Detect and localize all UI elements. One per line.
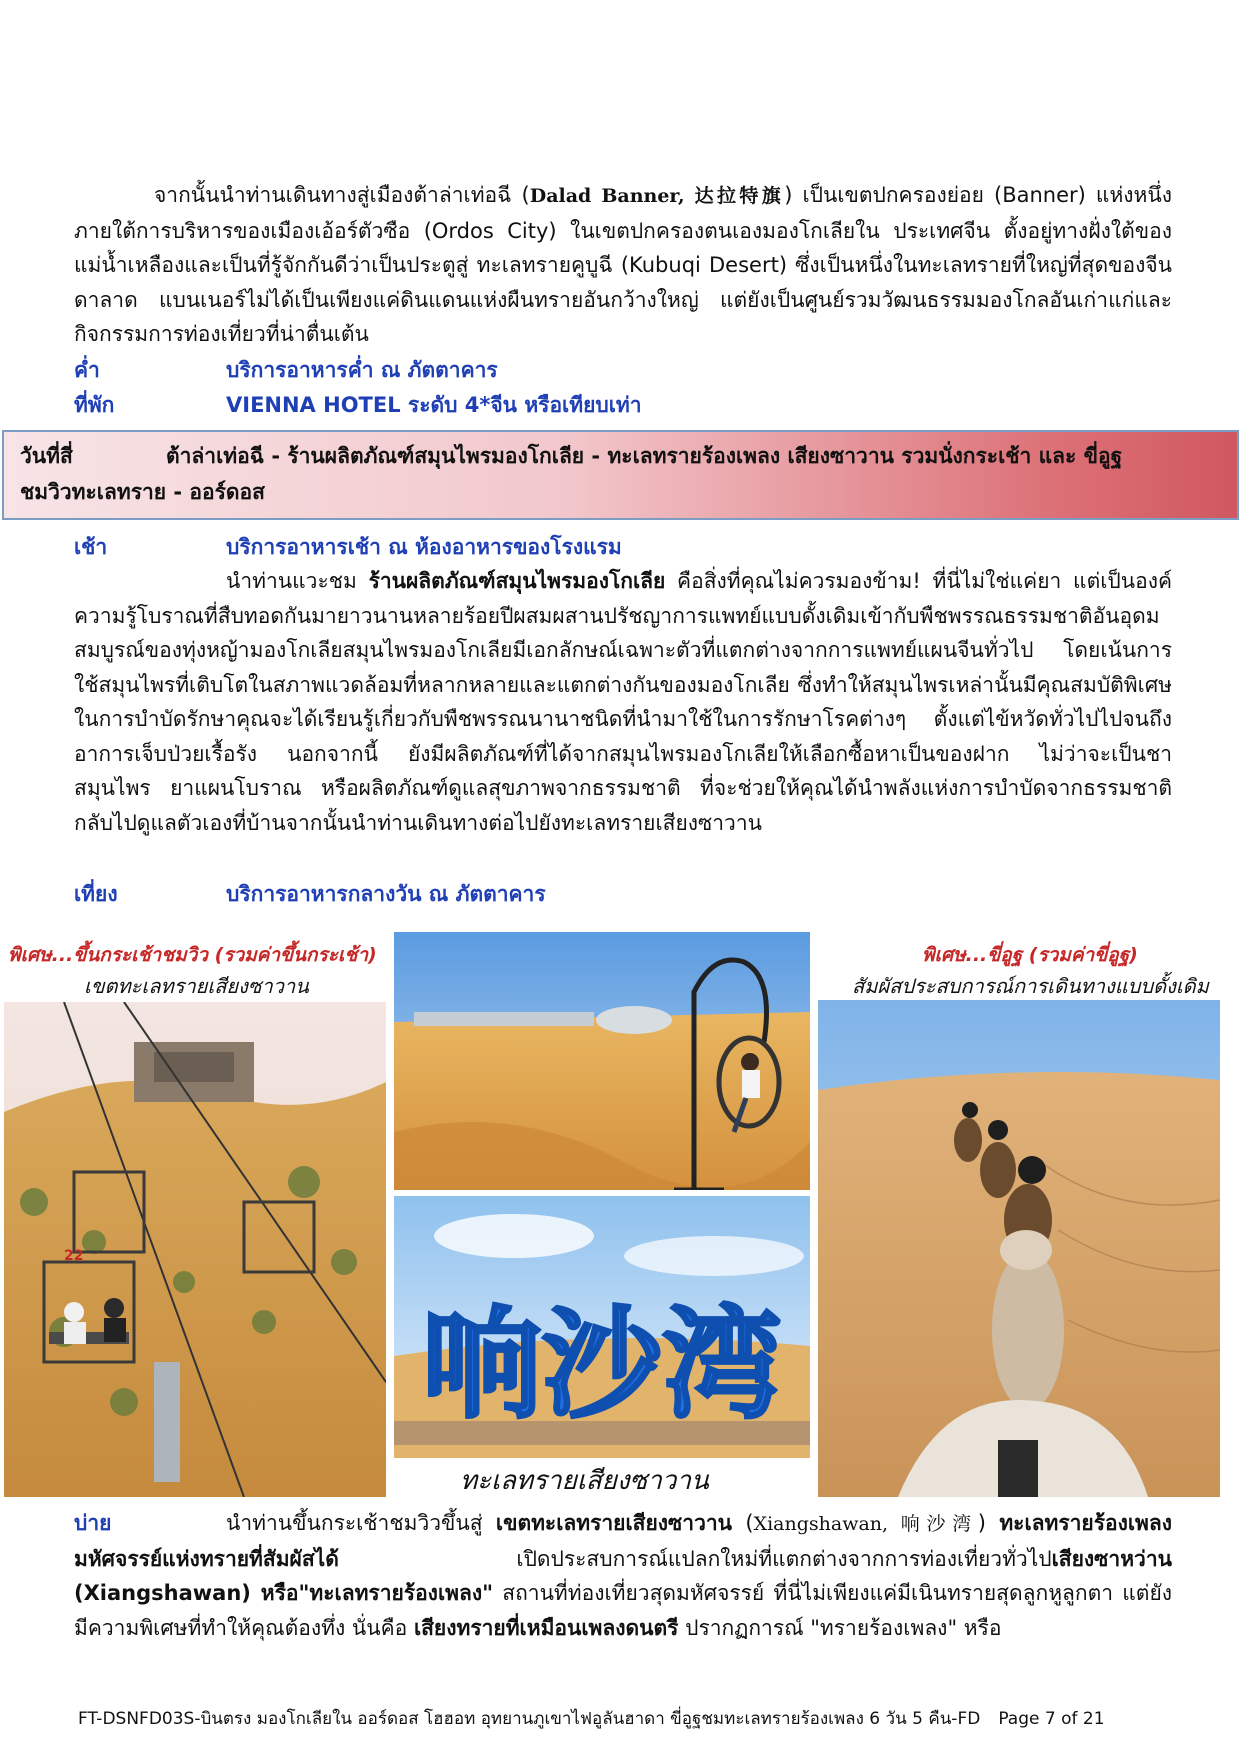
collage-bottom-caption: ทะเลทรายเสียงซาวาน [460,1466,709,1496]
lunch-text: บริการอาหารกลางวัน ณ ภัตตาคาร [226,882,546,906]
herbal-shop-name: ร้านผลิตภัณฑ์สมุนไพรมองโกเลีย [368,569,666,593]
dinner-label: ค่ำ [74,358,100,382]
blue-sign-photo [394,1196,810,1458]
breakfast-row [74,530,622,564]
day-label: วันที่สี่ [20,444,73,468]
sign-text: 响沙湾 [422,1296,782,1435]
page-footer [78,1705,1105,1732]
camel-photo [818,1000,1220,1497]
breakfast-text: บริการอาหารเช้า ณ ห้องอาหารของโรงแรม [226,535,622,559]
afternoon-label: บ่าย [74,1511,112,1535]
camel-panel [818,930,1220,1497]
lunch-row [74,877,546,911]
cable-car-photo [4,1002,386,1497]
dinner-row [74,353,498,387]
svg-text:22: 22 [64,1248,84,1264]
hotel-text: VIENNA HOTEL ระดับ 4*จีน หรือเทียบเท่า [226,393,642,417]
hotel-row [74,388,642,422]
dinner-text: บริการอาหารค่ำ ณ ภัตตาคาร [226,358,498,382]
cable-car-caption: เขตทะเลทรายเสียงซาวาน [84,974,309,998]
herbal-shop-paragraph: นำท่านแวะชม ร้านผลิตภัณฑ์สมุนไพรมองโกเลีย คือสิ่งที่คุณไม่ควรมองข้าม! ที่นี่ไม่ใช่แค่ยา แต่เป็นองค์ความรู้โบราณที่สืบทอดกันมายาวนานหลายร้อยปีผสมผสานปรัชญาการแพทย์แบบดั้งเดิมเข้ากับพืชพรรณธรรมชาติอันอุดมสมบูรณ์ของทุ่งหญ้ามองโกเลียสมุนไพรมองโกเลียมีเอกลักษณ์เฉพาะตัวที่แตกต่างจากการแพทย์แผนจีนทั่วไป โดยเน้นการใช้สมุนไพรที่เติบโตในสภาพแวดล้อมที่หลากหลายและแตกต่างกันของมองโกเลีย ซึ่งทำให้สมุนไพรเหล่านั้นมีคุณสมบัติพิเศษในการบำบัดรักษาคุณจะได้เรียนรู้เกี่ยวกับพืชพรรณนานาชนิดที่นำมาใช้ในการรักษาโรคต่างๆ ตั้งแต่ไข้หวัดทั่วไปไปจนถึงอาการเจ็บป่วยเรื้อรัง นอกจากนี้ ยังมีผลิตภัณฑ์ที่ได้จากสมุนไพรมองโกเลียให้เลือกซื้อหาเป็นของฝาก ไม่ว่าจะเป็นชาสมุนไพร ยาแผนโบราณ หรือผลิตภัณฑ์ดูแลสุขภาพจากธรรมชาติ ที่จะช่วยให้คุณได้นำพลังแห่งการบำบัดจากธรรมชาติกลับไปดูแลตัวเองที่บ้านจากนั้นนำท่านเดินทางต่อไปยังทะเลทรายเสียงซาวาน [74,569,1173,835]
camel-caption-red: พิเศษ...ขี่อูฐ (รวมค่าขี่อูฐ) [922,944,1138,966]
swing-photo [394,932,810,1190]
page-number: Page 7 of 21 [998,1709,1105,1729]
blue-sign-photo-svg [394,1196,810,1458]
breakfast-label: เช้า [74,535,108,559]
footer-program-code: FT-DSNFD03S-บินตรง มองโกเลียใน ออร์ดอส โฮฮอท อุทยานภูเขาไฟอูลันฮาดา ขี่อูฐชมทะเลทรายร้องเพลง 6 วัน 5 คืน-FD [78,1709,981,1729]
dalad-banner-name: Dalad Banner, 达拉特旗 [529,185,785,207]
day-header-band [2,430,1239,520]
lunch-label: เที่ยง [74,882,118,906]
afternoon-paragraph: นำท่านขึ้นกระเช้าชมวิวขึ้นสู่ เขตทะเลทรายเสียงซาวาน (Xiangshawan, 响沙湾) ทะเลทรายร้องเพลงมหัศจรรย์แห่งทรายที่สัมผัสได้ เปิดประสบการณ์แปลกใหม่ที่แตกต่างจากการท่องเที่ยวทั่วไปเสียงซาหว่าน (Xiangshawan) หรือ"ทะเลทรายร้องเพลง" สถานที่ท่องเที่ยวสุดมหัศจรรย์ ที่นี่ไม่เพียงแค่มีเนินทรายสุดลูกหูลูกตา แต่ยังมีความพิเศษที่ทำให้คุณต้องทึ่ง นั่นคือ เสียงทรายที่เหมือนเพลงดนตรี ปรากฏการณ์ "ทรายร้องเพลง" หรือ [74,1511,1173,1640]
intro-paragraph: จากนั้นนำท่านเดินทางสู่เมืองต้าล่าเท่อฉี (Dalad Banner, 达拉特旗) เป็นเขตปกครองย่อย (Banner) แห่งหนึ่งภายใต้การบริหารของเมืองเอ้อร์ตัวซือ (Ordos City) ในเขตปกครองตนเองมองโกเลียใน ประเทศจีน ตั้งอยู่ทางฝั่งใต้ของแม่น้ำเหลืองและเป็นที่รู้จักกันดีว่าเป็นประตูสู่ ทะเลทรายคูบูฉี (Kubuqi Desert) ซึ่งเป็นหนึ่งในทะเลทรายที่ใหญ่ที่สุดของจีน ดาลาด แบนเนอร์ไม่ได้เป็นเพียงแค่ดินแดนแห่งผืนทรายอันกว้างใหญ่ แต่ยังเป็นศูนย์รวมวัฒนธรรมมองโกลอันเก่าแก่และกิจกรรมการท่องเที่ยวที่น่าตื่นเต้น [74,183,1172,346]
cable-car-caption-red: พิเศษ...ขึ้นกระเช้าชมวิว (รวมค่าขึ้นกระเช้า) [8,944,377,966]
swing-photo-svg [394,932,810,1190]
xiangshawan-name: Xiangshawan, 响沙湾 [753,1513,978,1535]
camel-caption: สัมผัสประสบการณ์การเดินทางแบบดั้งเดิม [852,974,1209,998]
hotel-label: ที่พัก [74,393,115,417]
day-title-line1: วันที่สี่ ต้าล่าเท่อฉี - ร้านผลิตภัณฑ์สมุนไพรมองโกเลีย - ทะเลทรายร้องเพลง เสียงซาวาน รวมนั่งกระเช้า และ ขี่อูฐ [20,438,1223,474]
cable-car-panel [4,930,386,1497]
day-title-line2: ชมวิวทะเลทราย - ออร์ดอส [20,480,265,504]
